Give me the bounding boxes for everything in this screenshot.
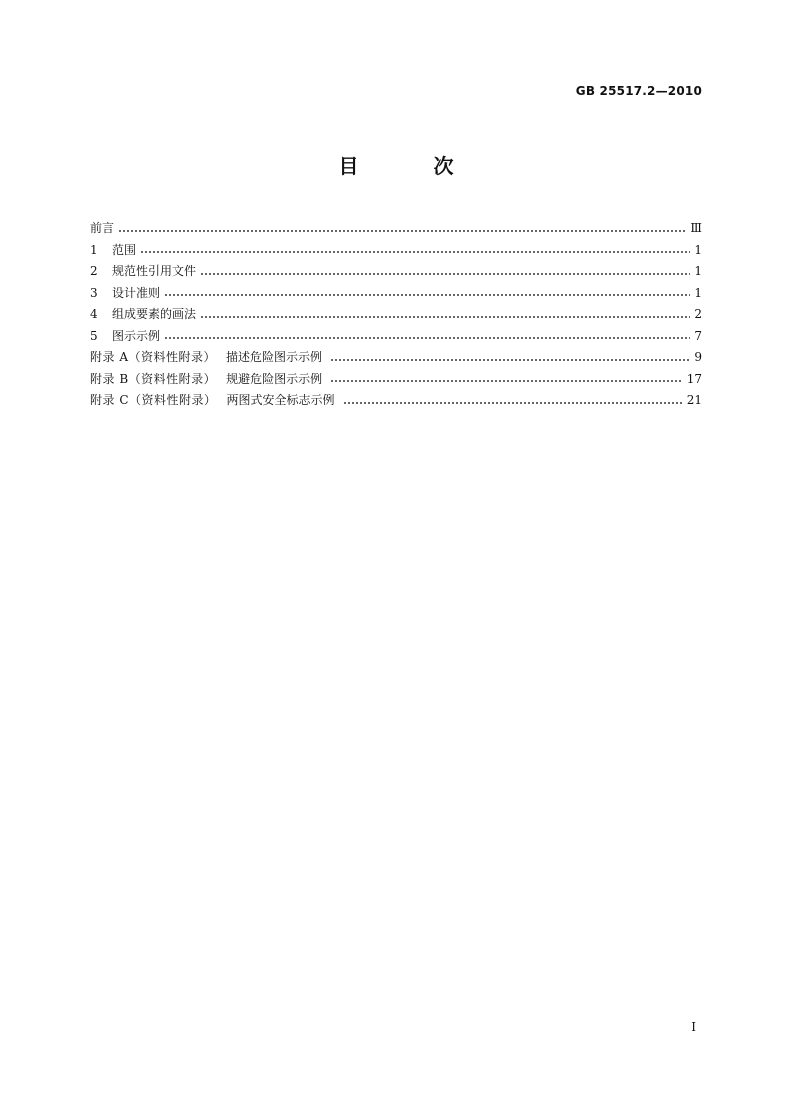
toc-appendix-label: 附录 A（资料性附录） [90,350,216,364]
toc-entry-design-principles[interactable] [90,283,702,305]
toc-appendix-label: 附录 C（资料性附录） [90,393,217,407]
toc-page-number: 21 [686,393,702,407]
toc-appendix-title: 两图式安全标志示例 [226,393,335,407]
toc-entry-text: 图示示例 [112,328,161,343]
toc-page-number: 1 [694,285,702,300]
toc-dot-leader [200,316,690,318]
toc-entry-text: 前言 [90,221,115,235]
toc-entry-text: 范围 [112,242,137,257]
toc-page-number: 1 [694,242,702,257]
toc-entry-number: 4 [90,307,98,321]
toc-appendix-title: 描述危险图示示例 [225,350,322,364]
toc-entry-appendix-a[interactable] [90,347,702,369]
toc-dot-leader [200,273,690,275]
toc-page-number: Ⅲ [690,221,702,235]
toc-entry-drawing-elements[interactable] [90,304,702,326]
toc-entry-graphic-examples[interactable] [90,326,702,348]
toc-entry-appendix-b[interactable] [90,369,702,391]
page-number: I [691,1020,696,1034]
toc-entry-text: 组成要素的画法 [112,307,197,321]
toc-appendix-title: 规避危险图示示例 [226,371,323,386]
toc-entry-number: 1 [90,242,98,257]
toc-entry-number: 2 [90,264,98,278]
toc-entry-text: 设计准则 [112,285,161,300]
toc-page-number: 17 [686,371,702,386]
toc-entry-number: 3 [90,285,98,300]
toc-entry-normative-references[interactable] [90,261,702,283]
toc-entry-scope[interactable] [90,240,702,262]
toc-dot-leader [330,380,683,382]
toc-dot-leader [343,402,683,404]
toc-dot-leader [164,337,690,339]
toc-page-number: 1 [694,264,702,278]
toc-entry-appendix-c[interactable] [90,390,702,412]
toc-page-number: 2 [694,307,702,321]
page-title: 目 次 [338,154,488,178]
toc-entry-foreword[interactable] [90,218,702,240]
toc-dot-leader [118,230,686,232]
toc-page-number: 9 [694,350,702,364]
toc-page-number: 7 [694,328,702,343]
toc-dot-leader [164,294,690,296]
table-of-contents [90,218,702,412]
toc-dot-leader [140,251,690,253]
toc-entry-text: 规范性引用文件 [112,264,197,278]
toc-dot-leader [330,359,690,361]
toc-appendix-label: 附录 B（资料性附录） [90,371,217,386]
standard-number: GB 25517.2—2010 [575,84,702,98]
toc-entry-number: 5 [90,328,98,343]
